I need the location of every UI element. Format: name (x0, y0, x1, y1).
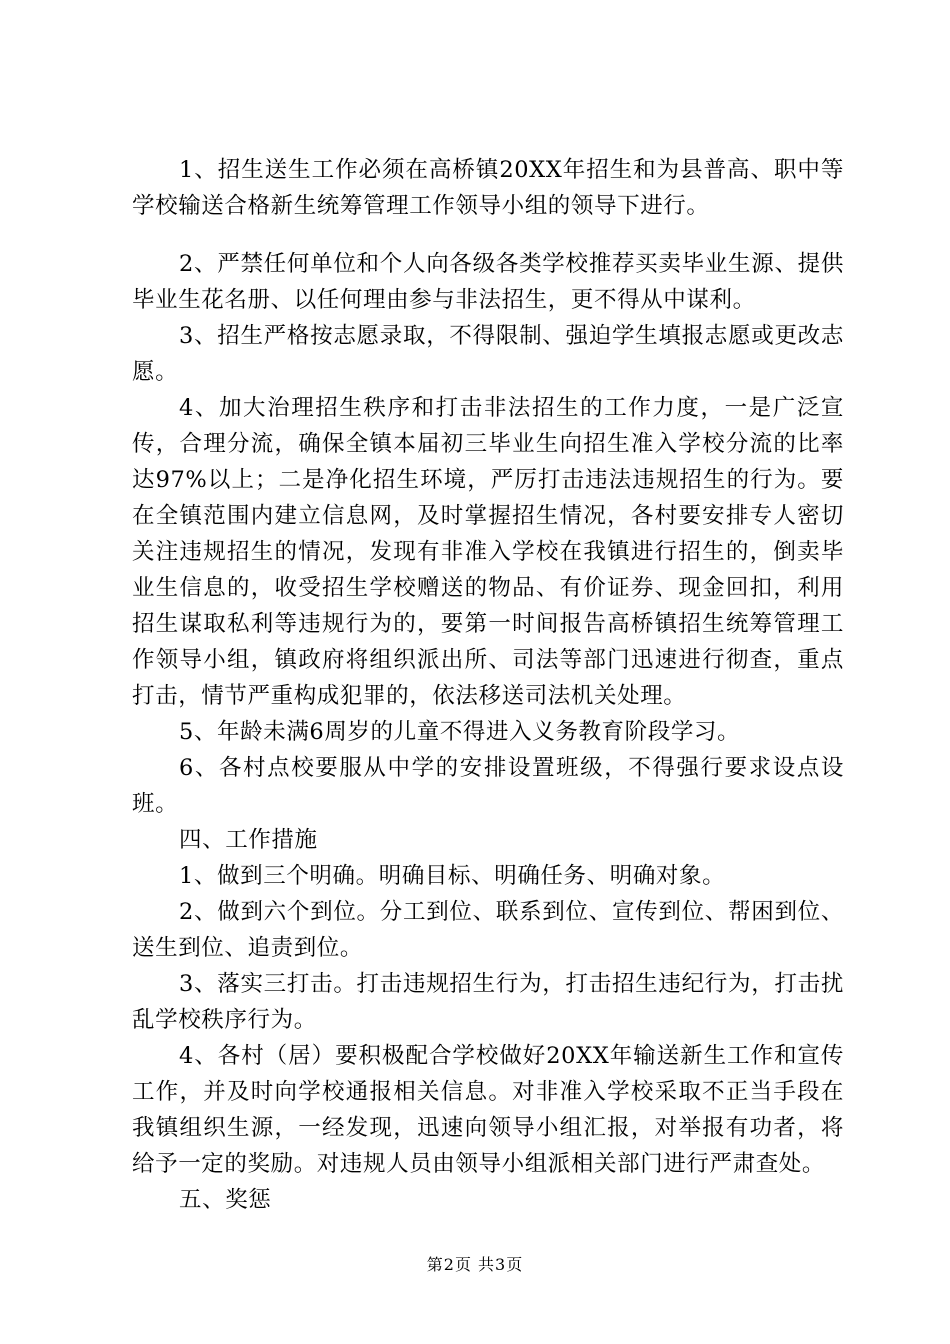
paragraph-rule-1: 1、招生送生工作必须在高桥镇20XX年招生和为县普高、职中等学校输送合格新生统筹管理工作领导小组的领导下进行。 (132, 157, 844, 219)
section-heading-measures: 四、工作措施 (179, 827, 318, 853)
paragraph-measure-3: 3、落实三打击。打击违规招生行为，打击招生违纪行为，打击扰乱学校秩序行为。 (132, 971, 844, 1033)
paragraph-rule-3: 3、招生严格按志愿录取，不得限制、强迫学生填报志愿或更改志愿。 (132, 323, 844, 385)
paragraph-rule-5: 5、年龄未满6周岁的儿童不得进入义务教育阶段学习。 (179, 719, 741, 745)
paragraph-rule-6: 6、各村点校要服从中学的安排设置班级，不得强行要求设点设班。 (132, 755, 844, 817)
document-body (132, 142, 844, 1218)
paragraph-rule-2: 2、严禁任何单位和个人向各级各类学校推荐买卖毕业生源、提供毕业生花名册、以任何理由参与非法招生，更不得从中谋利。 (132, 251, 844, 313)
paragraph-measure-2: 2、做到六个到位。分工到位、联系到位、宣传到位、帮困到位、送生到位、追责到位。 (132, 899, 844, 961)
paragraph-measure-1: 1、做到三个明确。明确目标、明确任务、明确对象。 (179, 863, 726, 889)
page-number-footer: 第2页 共3页 (426, 1255, 524, 1274)
paragraph-measure-4: 4、各村（居）要积极配合学校做好20XX年输送新生工作和宣传工作，并及时向学校通报相关信息。对非准入学校采取不正当手段在我镇组织生源，一经发现，迅速向领导小组汇报，对举报有功者，将给予一定的奖励。对违规人员由领导小组派相关部门进行严肃查处。 (132, 1043, 844, 1177)
paragraph-rule-4: 4、加大治理招生秩序和打击非法招生的工作力度，一是广泛宣传，合理分流，确保全镇本届初三毕业生向招生准入学校分流的比率达97%以上；二是净化招生环境，严厉打击违法违规招生的行为。要在全镇范围内建立信息网，及时掌握招生情况，各村要安排专人密切关注违规招生的情况，发现有非准入学校在我镇进行招生的，倒卖毕业生信息的，收受招生学校赠送的物品、有价证券、现金回扣，利用招生谋取私利等违规行为的，要第一时间报告高桥镇招生统筹管理工作领导小组，镇政府将组织派出所、司法等部门迅速进行彻查，重点打击，情节严重构成犯罪的，依法移送司法机关处理。 (132, 395, 844, 709)
section-heading-rewards: 五、奖惩 (179, 1187, 272, 1213)
